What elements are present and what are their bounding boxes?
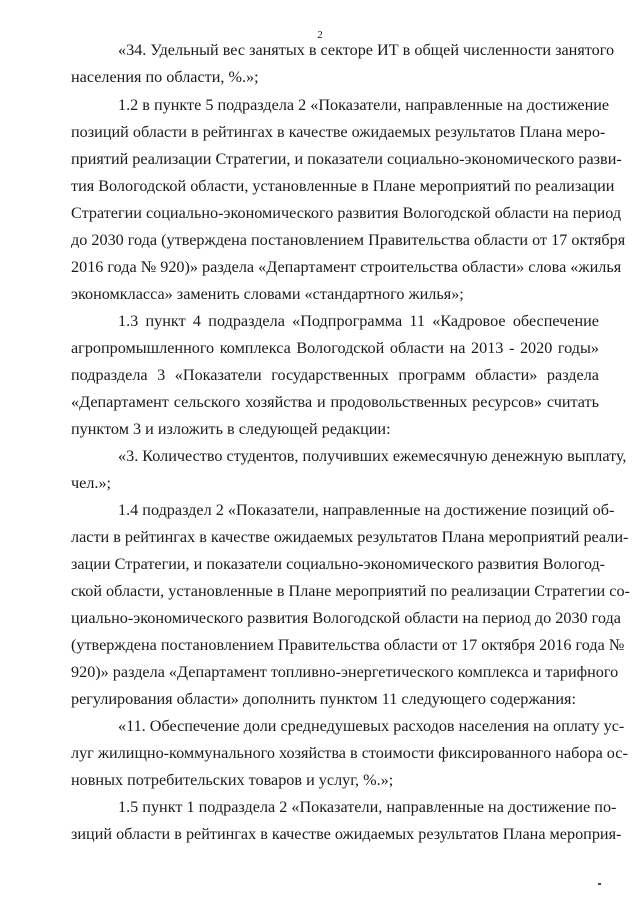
text-line: населения по области, %.»;	[71, 68, 259, 86]
text-line: до 2030 года (утверждена постановлением Правительства области от 17 октября	[71, 231, 626, 249]
text-line: Стратегии социально-экономического развития Вологодской области на период	[71, 204, 622, 222]
text-line: циально-экономического развития Вологодской области на период до 2030 года	[71, 609, 621, 627]
text-line: «3. Количество студентов, получивших ежемесячную денежную выплату,	[118, 447, 627, 465]
text-line: 1.4 подраздел 2 «Показатели, направленные на достижение позиций об-	[118, 501, 615, 519]
text-line: экономкласса» заменить словами «стандартного жилья»;	[71, 285, 464, 303]
text-line: чел.»;	[71, 474, 112, 492]
text-line: «11. Обеспечение доли среднедушевых расходов населения на оплату ус-	[118, 717, 625, 735]
text-line: «34. Удельный вес занятых в секторе ИТ в общей численности занятого	[118, 41, 615, 59]
text-line: 1.3 пункт 4 подраздела «Подпрограмма 11 «Кадровое обеспечение	[118, 312, 599, 330]
text-line: луг жилищно-коммунального хозяйства в стоимости фиксированного набора ос-	[71, 744, 628, 762]
text-line: тия Вологодской области, установленные в Плане мероприятий по реализации	[71, 177, 615, 195]
text-line: агропромышленного комплекса Вологодской области на 2013 - 2020 годы»	[71, 339, 599, 357]
page-number: 2	[317, 29, 323, 41]
text-line: (утверждена постановлением Правительства области от 17 октября 2016 года №	[71, 636, 625, 654]
text-line: «Департамент сельского хозяйства и продовольственных ресурсов» считать	[71, 393, 599, 411]
text-line: ласти в рейтингах в качестве ожидаемых результатов Плана мероприятий реали-	[71, 528, 629, 546]
text-line: зиций области в рейтингах в качестве ожидаемых результатов Плана мероприя-	[71, 825, 622, 843]
text-line: 2016 года № 920)» раздела «Департамент строительства области» слова «жилья	[71, 258, 622, 276]
scan-artifact	[598, 883, 601, 885]
text-line: новных потребительских товаров и услуг, %.»;	[71, 771, 394, 789]
text-line: 1.5 пункт 1 подраздела 2 «Показатели, направленные на достижение по-	[118, 798, 617, 816]
text-line: 1.2 в пункте 5 подраздела 2 «Показатели, направленные на достижение	[118, 96, 610, 114]
text-line: регулирования области» дополнить пунктом 11 следующего содержания:	[71, 690, 576, 708]
text-line: позиций области в рейтингах в качестве ожидаемых результатов Плана меро-	[71, 123, 606, 141]
text-line: 920)» раздела «Департамент топливно-энергетического комплекса и тарифного	[71, 663, 619, 681]
text-line: приятий реализации Стратегии, и показатели социально-экономического разви-	[71, 150, 622, 168]
text-line: зации Стратегии, и показатели социально-экономического развития Вологод-	[71, 555, 606, 573]
text-line: подраздела 3 «Показатели государственных программ области» раздела	[71, 366, 599, 384]
text-line: пунктом 3 и изложить в следующей редакции:	[71, 420, 391, 438]
text-line: ской области, установленные в Плане мероприятий по реализации Стратегии со-	[71, 582, 630, 600]
